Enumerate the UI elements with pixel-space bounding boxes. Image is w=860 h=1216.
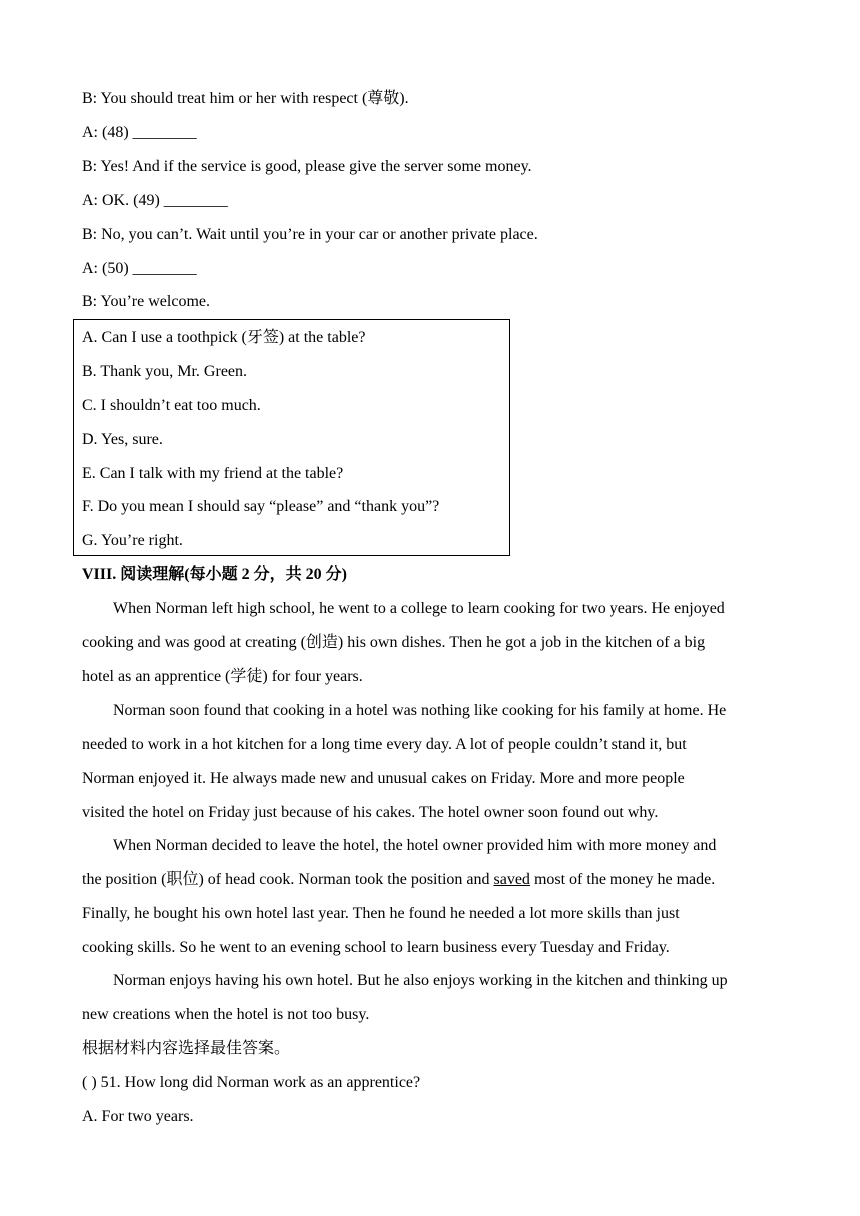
dialogue-line-5: B: No, you can’t. Wait until you’re in your car or another private place. <box>82 226 538 243</box>
passage-line: Norman soon found that cooking in a hotel was nothing like cooking for his family at home. He <box>113 702 727 719</box>
passage-line: Norman enjoys having his own hotel. But he also enjoys working in the kitchen and thinking up <box>113 972 728 989</box>
passage-line: Finally, he bought his own hotel last year. Then he found he needed a lot more skills than just <box>82 905 680 922</box>
dialogue-line-7: B: You’re welcome. <box>82 293 210 310</box>
option-b: B. Thank you, Mr. Green. <box>82 363 248 380</box>
passage-line: When Norman left high school, he went to a college to learn cooking for two years. He enjoyed <box>113 600 725 617</box>
option-g: G. You’re right. <box>82 532 183 549</box>
dialogue-line-4: A: OK. (49) ________ <box>82 192 228 209</box>
passage-line: new creations when the hotel is not too busy. <box>82 1006 370 1023</box>
passage-text: the position (职位) of head cook. Norman took the position and <box>82 871 494 888</box>
passage-line: needed to work in a hot kitchen for a long time every day. A lot of people couldn’t stand it, but <box>82 736 687 753</box>
passage-paragraph-3 <box>82 836 782 972</box>
instruction: 根据材料内容选择最佳答案。 <box>82 1040 291 1057</box>
option-f: F. Do you mean I should say “please” and “thank you”? <box>82 498 440 515</box>
passage-line: visited the hotel on Friday just because of his cakes. The hotel owner soon found out why. <box>82 804 659 821</box>
question-option-a: A. For two years. <box>82 1108 194 1125</box>
option-a: A. Can I use a toothpick (牙签) at the table? <box>82 329 366 346</box>
passage-line: cooking and was good at creating (创造) his own dishes. Then he got a job in the kitchen of a big <box>82 634 706 651</box>
passage-line: hotel as an apprentice (学徒) for four years. <box>82 668 363 685</box>
option-c: C. I shouldn’t eat too much. <box>82 397 261 414</box>
dialogue-line-2: A: (48) ________ <box>82 124 197 141</box>
options-box <box>73 319 510 556</box>
dialogue-line-6: A: (50) ________ <box>82 260 197 277</box>
passage-line <box>82 870 782 904</box>
passage-line: cooking skills. So he went to an evening school to learn business every Tuesday and Friday. <box>82 939 670 956</box>
passage-paragraph-1 <box>82 599 782 701</box>
section-heading: VIII. 阅读理解(每小题 2 分，共 20 分) <box>82 566 347 583</box>
passage-paragraph-4 <box>82 971 782 1039</box>
passage-line: Norman enjoyed it. He always made new and unusual cakes on Friday. More and more people <box>82 770 685 787</box>
passage-paragraph-2 <box>82 701 782 837</box>
dialogue-line-3: B: Yes! And if the service is good, please give the server some money. <box>82 158 532 175</box>
option-d: D. Yes, sure. <box>82 431 163 448</box>
question-stem: ( ) 51. How long did Norman work as an apprentice? <box>82 1074 421 1091</box>
passage-text: most of the money he made. <box>529 871 716 888</box>
dialogue-line-1: B: You should treat him or her with respect (尊敬). <box>82 90 409 107</box>
passage-line: When Norman decided to leave the hotel, the hotel owner provided him with more money and <box>113 837 717 854</box>
underlined-word: saved <box>493 871 530 888</box>
option-e: E. Can I talk with my friend at the table? <box>82 465 344 482</box>
